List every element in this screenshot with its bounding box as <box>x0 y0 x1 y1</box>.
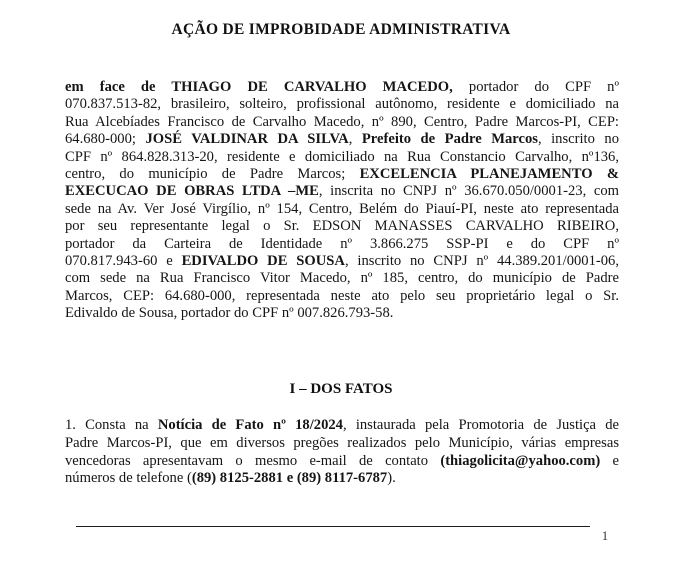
text-line: sede na Av. Ver José Virgílio, nº 154, Centro, Belém do Piauí-PI, neste ato representada <box>65 200 619 217</box>
text-line: com sede na Rua Francisco Vitor Macedo, nº 185, centro, do município de Padre <box>65 270 619 287</box>
text-line: 1. Consta na Notícia de Fato nº 18/2024, instaurada pela Promotoria de Justiça de <box>65 417 620 433</box>
document-title: AÇÃO DE IMPROBIDADE ADMINISTRATIVA <box>171 21 511 38</box>
text-line: CPF nº 864.828.313-20, residente e domiciliado na Rua Constancio Carvalho, nº136, <box>65 148 619 165</box>
text-line: portador da Carteira de Identidade nº 3.866.275 SSP-PI e do CPF nº <box>65 235 619 252</box>
text-line: Padre Marcos-PI, que em diversos pregões realizados pelo Município, várias empresas <box>65 434 619 451</box>
parties-paragraph <box>65 79 619 323</box>
footer-separator-line <box>76 526 590 527</box>
text-line: vencedoras apresentavam o mesmo e-mail de contato (thiagolicita@yahoo.com) e <box>65 452 619 469</box>
text-line: números de telefone ((89) 8125-2881 e (89) 8117-6787). <box>65 470 396 487</box>
page-number: 1 <box>601 529 609 543</box>
text-line: 070.837.513-82, brasileiro, solteiro, profissional autônomo, residente e domiciliado na <box>65 96 619 113</box>
text-line: 070.817.943-60 e EDIVALDO DE SOUSA, inscrito no CNPJ nº 44.389.201/0001-06, <box>65 253 619 270</box>
text-line: por seu representante legal o Sr. EDSON MANASSES CARVALHO RIBEIRO, <box>65 218 619 235</box>
facts-paragraph <box>65 417 619 488</box>
text-line: em face de THIAGO DE CARVALHO MACEDO, portador do CPF nº <box>65 79 619 95</box>
text-line: Rua Alcebíades Francisco de Carvalho Macedo, nº 890, Centro, Padre Marcos-PI, CEP: <box>65 113 619 130</box>
text-line: centro, do município de Padre Marcos; EXCELENCIA PLANEJAMENTO & <box>65 166 620 183</box>
text-line: 64.680-000; JOSÉ VALDINAR DA SILVA, Prefeito de Padre Marcos, inscrito no <box>65 131 620 148</box>
section-heading: I – DOS FATOS <box>289 381 393 397</box>
text-line: EXECUCAO DE OBRAS LTDA –ME, inscrita no CNPJ nº 36.670.050/0001-23, com <box>65 183 619 200</box>
text-line: Marcos, CEP: 64.680-000, representada neste ato pelo seu proprietário legal o Sr. <box>65 287 619 304</box>
text-line: Edivaldo de Sousa, portador do CPF nº 007.826.793-58. <box>65 305 394 322</box>
